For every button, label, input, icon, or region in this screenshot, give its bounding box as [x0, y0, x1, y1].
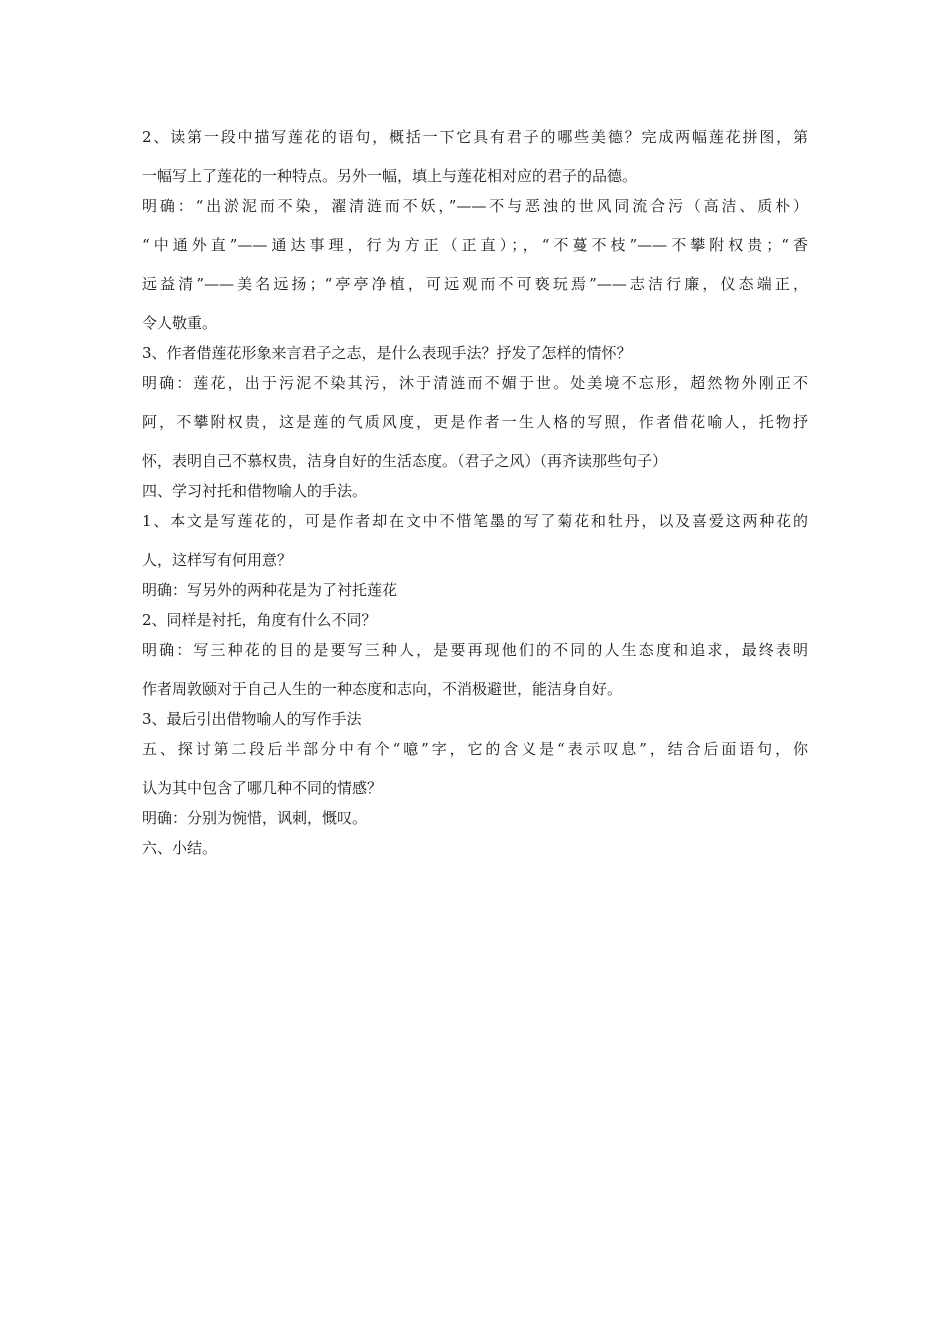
text-line: 远益清”——美名远扬；“亭亭净植，可远观而不可亵玩焉”——志洁行廉，仪态端正，	[142, 275, 808, 293]
text-line: “中通外直”——通达事理，行为方正（正直）；，“不蔓不枝”——不攀附权贵；“香	[142, 236, 808, 254]
text-line: 认为其中包含了哪几种不同的情感？	[142, 779, 383, 797]
text-line: 2、读第一段中描写莲花的语句，概括一下它具有君子的哪些美德？完成两幅莲花拼图，第	[142, 128, 808, 146]
text-line: 明确：写三种花的目的是要写三种人，是要再现他们的不同的人生态度和追求，最终表明	[142, 641, 808, 659]
document-body	[142, 124, 808, 865]
section-heading: 五、探讨第二段后半部分中有个“噫”字，它的含义是“表示叹息”，结合后面语句，你	[142, 740, 808, 758]
text-line: 明确：“出淤泥而不染，濯清涟而不妖，”——不与恶浊的世风同流合污（高洁、质朴）	[142, 197, 808, 215]
text-line: 人，这样写有何用意？	[142, 551, 293, 569]
text-line: 明确：莲花，出于污泥不染其污，沐于清涟而不媚于世。处美境不忘形，超然物外刚正不	[142, 374, 808, 392]
text-line: 1、本文是写莲花的，可是作者却在文中不惜笔墨的写了菊花和牡丹，以及喜爱这两种花的	[142, 512, 808, 530]
text-line: 怀，表明自己不慕权贵，洁身自好的生活态度。（君子之风）（再齐读那些句子）	[142, 452, 668, 470]
text-line: 3、作者借莲花形象来言君子之志，是什么表现手法？抒发了怎样的情怀？	[142, 344, 632, 362]
text-line: 阿，不攀附权贵，这是莲的气质风度，更是作者一生人格的写照，作者借花喻人，托物抒	[142, 413, 808, 431]
section-heading: 六、小结。	[142, 839, 218, 857]
text-line: 一幅写上了莲花的一种特点。另外一幅，填上与莲花相对应的君子的品德。	[142, 167, 638, 185]
text-line: 令人敬重。	[142, 314, 218, 332]
text-line: 明确：分别为惋惜，讽刺，慨叹。	[142, 809, 368, 827]
text-line: 3、最后引出借物喻人的写作手法	[142, 710, 362, 728]
text-line: 明确：写另外的两种花是为了衬托莲花	[142, 581, 398, 599]
text-line: 2、同样是衬托，角度有什么不同？	[142, 611, 377, 629]
text-line: 作者周敦颐对于自己人生的一种态度和志向，不消极避世，能洁身自好。	[142, 680, 623, 698]
section-heading: 四、学习衬托和借物喻人的手法。	[142, 482, 368, 500]
